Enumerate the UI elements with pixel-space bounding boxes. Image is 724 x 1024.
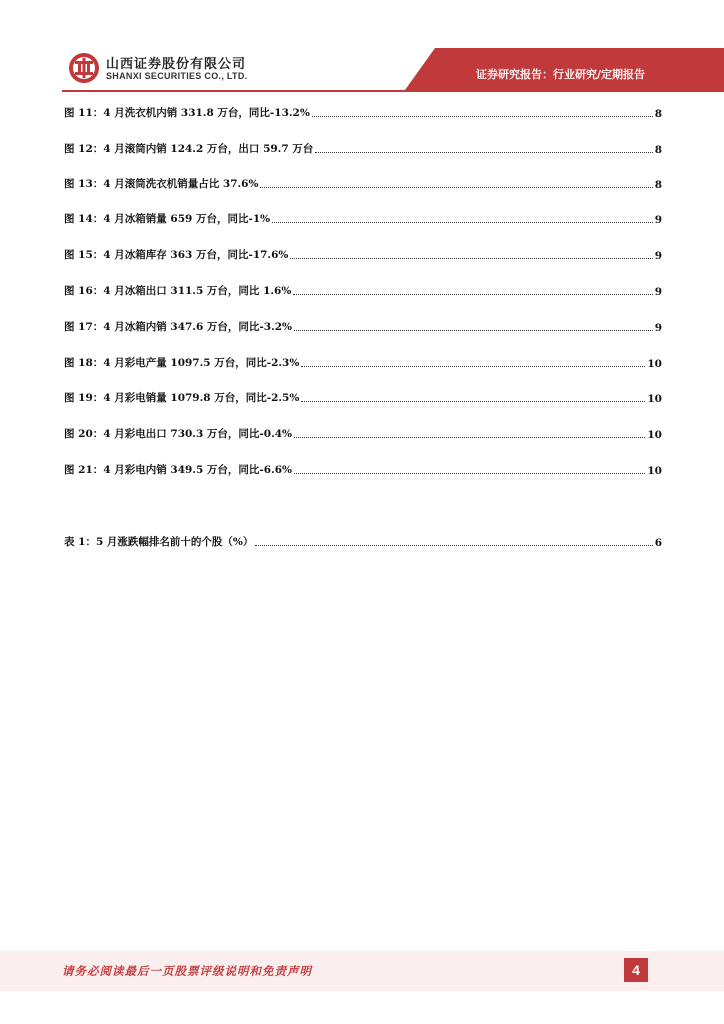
toc-entry-label: 图 20：4 月彩电出口 730.3 万台，同比-0.4% <box>64 428 293 440</box>
toc-entry-label: 图 16：4 月冰箱出口 311.5 万台，同比 1.6% <box>64 285 292 297</box>
toc-entry-page: 10 <box>647 393 662 405</box>
toc-entry-page: 10 <box>647 358 662 370</box>
page-header <box>0 0 724 100</box>
company-name-cn: 山西证券股份有限公司 <box>106 57 247 72</box>
toc-leader-dots <box>294 437 645 438</box>
toc-leader-dots <box>294 473 645 474</box>
toc-entry-label: 图 14：4 月冰箱销量 659 万台，同比-1% <box>64 213 271 225</box>
toc-entry-page: 8 <box>654 108 662 120</box>
header-divider <box>62 90 724 92</box>
toc-leader-dots <box>260 187 652 188</box>
toc-entry-page: 8 <box>654 179 662 191</box>
disclaimer-notice: 请务必阅读最后一页股票评级说明和免责声明 <box>62 964 312 978</box>
report-type: 证券研究报告：行业研究/定期报告 <box>476 68 646 81</box>
toc-figure-entry[interactable] <box>64 354 662 370</box>
toc-figure-entry[interactable] <box>64 210 662 226</box>
toc-figure-entry[interactable] <box>64 425 662 441</box>
toc-leader-dots <box>312 116 653 117</box>
toc-entry-label: 图 17：4 月冰箱内销 347.6 万台，同比-3.2% <box>64 321 293 333</box>
toc-entry-page: 6 <box>654 537 662 549</box>
toc-entry-page: 9 <box>654 214 662 226</box>
toc-figure-entry[interactable] <box>64 389 662 405</box>
toc-figure-entry[interactable] <box>64 282 662 298</box>
toc-table-entry[interactable] <box>64 533 662 549</box>
toc-entry-page: 10 <box>647 465 662 477</box>
toc-figure-entry[interactable] <box>64 246 662 262</box>
toc-entry-page: 9 <box>654 322 662 334</box>
toc-entry-label: 图 19：4 月彩电销量 1079.8 万台，同比-2.5% <box>64 392 300 404</box>
page-number: 4 <box>624 958 648 982</box>
toc-figure-entry[interactable] <box>64 104 662 120</box>
toc-leader-dots <box>255 545 652 546</box>
toc-figure-entry[interactable] <box>64 318 662 334</box>
toc-leader-dots <box>301 366 645 367</box>
toc-leader-dots <box>290 258 652 259</box>
toc-entry-page: 9 <box>654 250 662 262</box>
toc-entry-page: 8 <box>654 144 662 156</box>
toc-entry-label: 图 18：4 月彩电产量 1097.5 万台，同比-2.3% <box>64 357 300 369</box>
toc-leader-dots <box>301 401 645 402</box>
toc-entry-label: 表 1：5 月涨跌幅排名前十的个股（%） <box>64 536 254 548</box>
toc-figure-entry[interactable] <box>64 140 662 156</box>
toc-leader-dots <box>294 330 653 331</box>
toc-leader-dots <box>293 294 652 295</box>
toc-entry-page: 9 <box>654 286 662 298</box>
toc-entry-page: 10 <box>647 429 662 441</box>
toc-figure-entry[interactable] <box>64 461 662 477</box>
toc-leader-dots <box>315 152 652 153</box>
toc-entry-label: 图 11：4 月洗衣机内销 331.8 万台，同比-13.2% <box>64 107 310 119</box>
toc-entry-label: 图 15：4 月冰箱库存 363 万台，同比-17.6% <box>64 249 289 261</box>
company-name-en: SHANXI SECURITIES CO., LTD. <box>106 71 248 81</box>
toc-entry-label: 图 13：4 月滚筒洗衣机销量占比 37.6% <box>64 178 259 190</box>
toc-entry-label: 图 12：4 月滚筒内销 124.2 万台，出口 59.7 万台 <box>64 143 314 155</box>
toc-leader-dots <box>272 222 653 223</box>
company-logo-icon <box>68 52 100 84</box>
toc-figure-entry[interactable] <box>64 175 662 191</box>
toc-entry-label: 图 21：4 月彩电内销 349.5 万台，同比-6.6% <box>64 464 293 476</box>
